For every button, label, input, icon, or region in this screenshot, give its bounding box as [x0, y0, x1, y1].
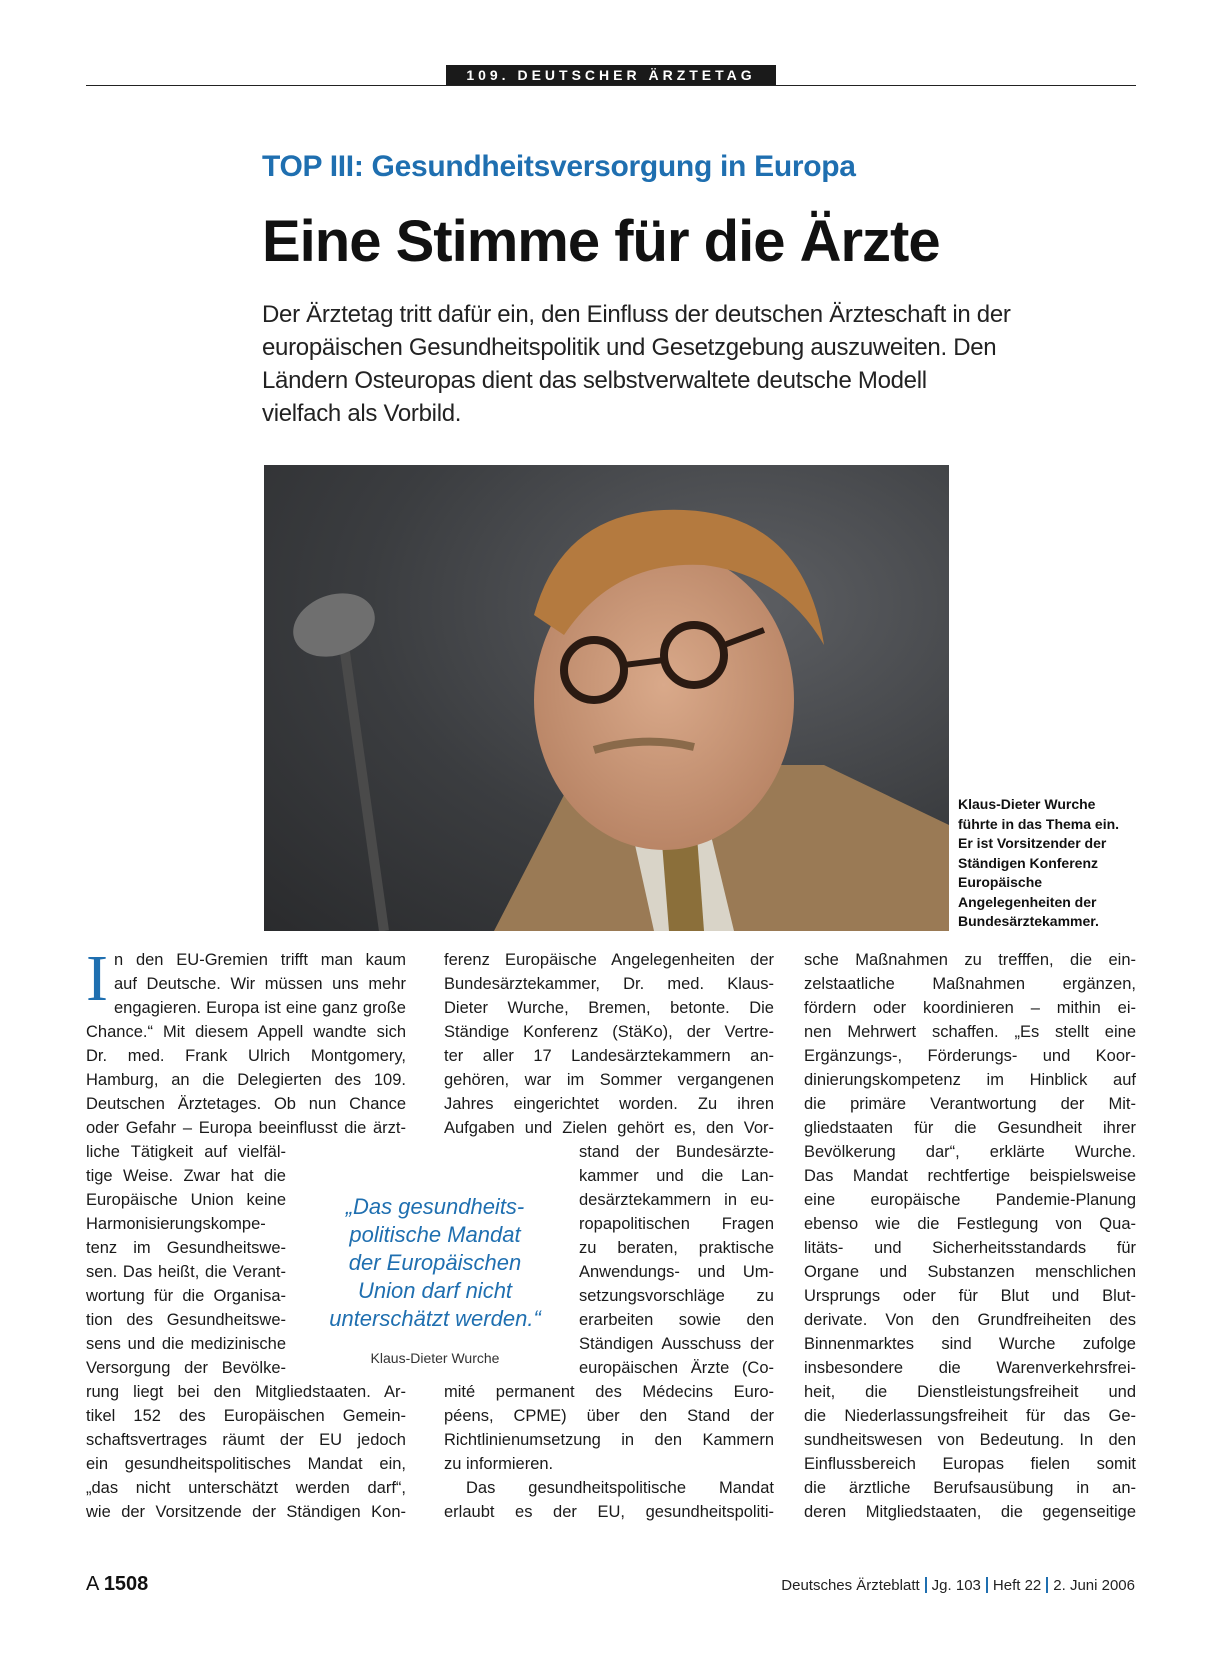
col2-line: desärztekammern in eu- [579, 1191, 774, 1209]
col2-line: Jahres eingerichtet worden. Zu ihren [444, 1095, 774, 1113]
photo-caption: Klaus-Dieter Wurche führte in das Thema ein. Er ist Vorsitzender der Ständigen Konferenz Europäische Angelegenheiten der Bundesärztekammer. [958, 796, 1120, 929]
col3-line: die Niederlassungsfreiheit für das Ge- [804, 1407, 1136, 1425]
col2-line: Das gesundheitspolitische Mandat [466, 1479, 774, 1497]
col1-line: Europäische Union keine [86, 1191, 286, 1209]
col3-line: Das Mandat rechtfertige beispielsweise [804, 1167, 1136, 1185]
header-rule [86, 85, 1136, 86]
pull-quote-author: Klaus-Dieter Wurche [370, 1350, 500, 1366]
article-headline: Eine Stimme für die Ärzte [262, 209, 940, 274]
col1-line: auf Deutsche. Wir müssen uns mehr [113, 975, 406, 993]
col2-line: stand der Bundesärzte- [579, 1143, 774, 1161]
col1-line: Deutschen Ärztetages. Ob nun Chance [86, 1095, 406, 1113]
section-label: 109. DEUTSCHER ÄRZTETAG [446, 65, 776, 85]
col2-line: ropapolitischen Fragen [579, 1215, 774, 1233]
col3-line: litäts- und Sicherheitsstandards für [804, 1239, 1136, 1257]
col1-line: Dr. med. Frank Ulrich Montgomery, [86, 1047, 406, 1065]
col3-line: heit, die Dienstleistungsfreiheit und [804, 1383, 1136, 1401]
col3-line: deren Mitgliedstaaten, die gegenseitige [804, 1503, 1136, 1521]
col2-line: zu informieren. [444, 1455, 554, 1473]
col1-line: ein gesundheitspolitisches Mandat ein, [86, 1455, 406, 1473]
col2-line: ferenz Europäische Angelegenheiten der [444, 951, 774, 969]
separator [925, 1577, 927, 1593]
article-lead: Der Ärztetag tritt dafür ein, den Einfluss der deutschen Ärzteschaft in der europäischen Gesundheitspolitik und Gesetzgebung auszuweiten. Den Ländern Osteuropas dient das selbstverwaltete deutsche Modell vielfach als Vorbild. [262, 301, 1011, 427]
col1-line: n den EU-Gremien trifft man kaum [113, 951, 406, 969]
col1-line: tige Weise. Zwar hat die [86, 1167, 286, 1185]
col3-line: die ärztliche Berufsausübung in an- [804, 1479, 1136, 1497]
col1-line: tion des Gesundheitswe- [86, 1311, 286, 1329]
journal-issue: Heft 22 [992, 1577, 1042, 1594]
article-column-3 [804, 948, 1136, 1524]
col3-line: Ursprungs oder für Blut und Blut- [804, 1287, 1136, 1305]
col1-line: sen. Das heißt, die Verant- [86, 1263, 286, 1281]
col2-line: Anwendungs- und Um- [579, 1263, 774, 1281]
col2-line: Richtlinienumsetzung in den Kammern [444, 1431, 774, 1449]
col3-line: die primäre Verantwortung der Mit- [804, 1095, 1136, 1113]
col2-line: Aufgaben und Zielen gehört es, den Vor- [444, 1119, 774, 1137]
separator [1046, 1577, 1048, 1593]
journal-info [781, 1577, 1135, 1594]
col2-line: Ständige Konferenz (StäKo), der Vertre- [444, 1023, 774, 1041]
journal-date: 2. Juni 2006 [1053, 1577, 1135, 1594]
pull-quote-line: unterschätzt werden.“ [329, 1306, 541, 1331]
col3-line: gliedstaaten für die Gesundheit ihrer [804, 1119, 1136, 1137]
col3-line: insbesondere die Warenverkehrsfrei- [804, 1359, 1136, 1377]
col2-line: mité permanent des Médecins Euro- [444, 1383, 774, 1401]
col2-line: péens, CPME) über den Stand der [444, 1407, 774, 1425]
col3-line: Einflussbereich Europas fielen somit [804, 1455, 1136, 1473]
pull-quote [315, 1193, 555, 1333]
col1-line: tenz im Gesundheitswe- [86, 1239, 286, 1257]
col1-line: oder Gefahr – Europa beeinflusst die ärzt- [86, 1119, 406, 1137]
journal-volume: Jg. 103 [931, 1577, 981, 1594]
col2-line: zu beraten, praktische [579, 1239, 774, 1257]
col2-line: Bundesärztekammer, Dr. med. Klaus- [444, 975, 774, 993]
speaker-photo [264, 465, 949, 931]
col3-line: eine europäische Pandemie-Planung [804, 1191, 1136, 1209]
col1-line: liche Tätigkeit auf vielfäl- [86, 1143, 286, 1161]
col3-line: sche Maßnahmen zu trefffen, die ein- [804, 951, 1136, 969]
col1-line: Hamburg, an die Delegierten des 109. [86, 1071, 406, 1089]
col1-line: sens und die medizinische [86, 1335, 286, 1353]
col2-line: ter aller 17 Landesärztekammern an- [444, 1047, 774, 1065]
page-number [86, 1573, 148, 1596]
col1-line: Versorgung der Bevölke- [86, 1359, 286, 1377]
page-prefix: A [86, 1573, 99, 1595]
col3-line: Ergänzungs-, Förderungs- und Koor- [804, 1047, 1136, 1065]
col2-line: Ständigen Ausschuss der [579, 1335, 774, 1353]
col1-line: wie der Vorsitzende der Ständigen Kon- [86, 1503, 406, 1521]
article-kicker: TOP III: Gesundheitsversorgung in Europa [262, 150, 856, 183]
pull-quote-line: der Europäischen [348, 1250, 522, 1275]
speaker-photo-illustration [264, 465, 949, 931]
separator [986, 1577, 988, 1593]
col3-line: sundheitswesen von Bedeutung. In den [804, 1431, 1136, 1449]
drop-cap: I [86, 942, 108, 1015]
col1-line: wortung für die Organisa- [86, 1287, 286, 1305]
col1-line: tikel 152 des Europäischen Gemein- [86, 1407, 406, 1425]
col1-line: „das nicht unterschätzt werden darf“, [86, 1479, 406, 1497]
col2-line: setzungsvorschläge zu [579, 1287, 774, 1305]
col3-line: nen Mehrwert schaffen. „Es stellt eine [804, 1023, 1136, 1041]
pull-quote-line: „Das gesundheits- [345, 1194, 525, 1219]
col3-line: dinierungskompetenz im Hinblick auf [804, 1071, 1136, 1089]
page-number-value: 1508 [103, 1573, 149, 1595]
col2-line: Dieter Wurche, Bremen, betonte. Die [444, 999, 774, 1017]
col3-line: ebenso wie die Festlegung von Qua- [804, 1215, 1136, 1233]
col3-line: zelstaatliche Maßnahmen ergänzen, [804, 975, 1136, 993]
col2-line: erarbeiten sowie den [579, 1311, 774, 1329]
col1-line: Harmonisierungskompe- [86, 1215, 266, 1233]
col1-line: rung liegt bei den Mitgliedstaaten. Ar- [86, 1383, 406, 1401]
col3-line: fördern oder koordinieren – mithin ei- [804, 999, 1136, 1017]
col2-line: gehören, war im Sommer vergangenen [444, 1071, 774, 1089]
col3-line: Bevölkerung dar“, erklärte Wurche. [804, 1143, 1136, 1161]
pull-quote-line: politische Mandat [349, 1222, 521, 1247]
journal-name: Deutsches Ärzteblatt [781, 1577, 920, 1594]
col3-line: Organe und Substanzen menschlichen [804, 1263, 1136, 1281]
col3-line: derivate. Von den Grundfreiheiten des [804, 1311, 1136, 1329]
col2-line: erlaubt es der EU, gesundheitspoliti- [444, 1503, 774, 1521]
col2-line: kammer und die Lan- [579, 1167, 774, 1185]
col1-line: engagieren. Europa ist eine ganz große [113, 999, 406, 1017]
col3-line: Binnenmarktes sind Wurche zufolge [804, 1335, 1136, 1353]
pull-quote-line: Union darf nicht [357, 1278, 513, 1303]
col1-line: Chance.“ Mit diesem Appell wandte sich [86, 1023, 406, 1041]
col1-line: schaftsvertrages räumt der EU jedoch [86, 1431, 406, 1449]
col2-line: europäischen Ärzte (Co- [579, 1359, 774, 1377]
